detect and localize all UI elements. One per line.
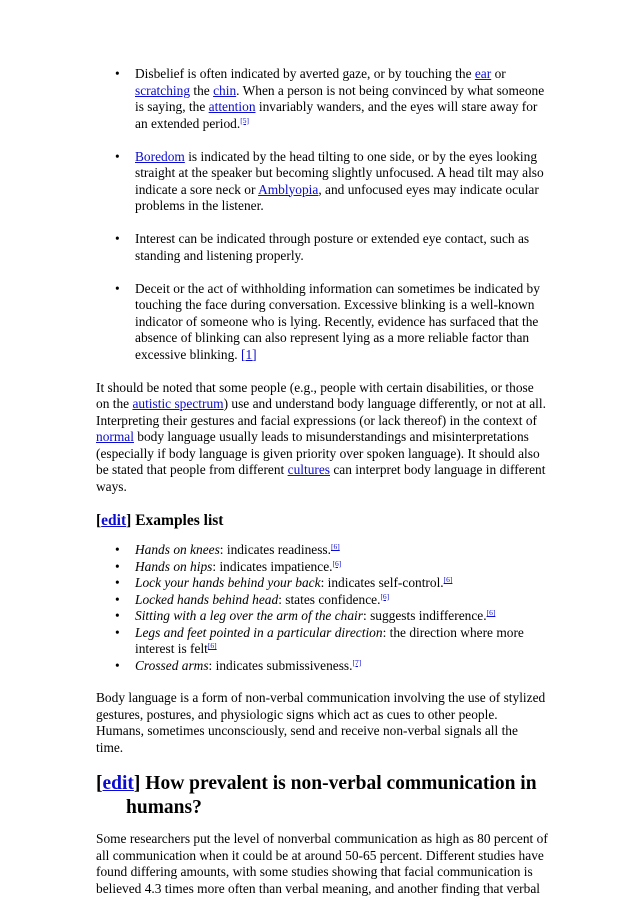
bullet-glyph: •: [115, 231, 120, 246]
citation-link-6[interactable]: [6]: [380, 591, 390, 601]
link-amblyopia[interactable]: Amblyopia: [258, 181, 319, 197]
link-scratching[interactable]: scratching: [135, 82, 191, 98]
bullet-glyph: •: [115, 608, 120, 623]
link-chin[interactable]: chin: [213, 82, 237, 98]
list-text: the: [190, 82, 214, 98]
link-autistic-spectrum[interactable]: autistic spectrum: [132, 396, 224, 411]
example-desc: : the direction where more interest is felt: [135, 624, 524, 656]
list-text: or: [491, 66, 506, 81]
bullet-glyph: •: [115, 591, 120, 607]
bullet-glyph: •: [115, 624, 120, 640]
section-heading-examples: [96, 511, 548, 530]
link-boredom[interactable]: Boredom: [135, 148, 185, 164]
citation-link-5[interactable]: [5]: [240, 115, 249, 125]
list-text: is indicated by the head tilting to one side, or by the eyes looking straight at the speaker but becoming slightly unfocused. A head tilt may also indicate a sore neck or: [135, 148, 544, 197]
examples-list: [96, 542, 548, 674]
section-heading-prevalence: [96, 772, 548, 820]
example-term: Crossed arms: [135, 657, 209, 673]
bullet-glyph: •: [115, 280, 120, 296]
paragraph-body-language: Body language is a form of non-verbal communication involving the use of stylized gestures, postures, and physiologic signs which act as cues to other people. Humans, sometimes unconsciously, send and receive non-verbal signals all the time.: [96, 690, 546, 755]
example-term: Hands on hips: [135, 558, 213, 574]
paragraph-text: body language usually leads to misunderstandings and misinterpretations (especially if body language is given priority over spoken language). It should also be stated that people from different: [96, 429, 540, 477]
bullet-glyph: •: [115, 657, 120, 673]
bracket: ]: [126, 512, 132, 529]
bullet-glyph: •: [115, 66, 120, 81]
heading-title: Examples list: [131, 512, 224, 529]
citation-link-7[interactable]: [7]: [352, 657, 362, 667]
bracket: [: [96, 512, 102, 529]
bullet-glyph: •: [115, 148, 120, 164]
list-item: [96, 608, 548, 625]
list-item: [96, 625, 548, 658]
bullet-glyph: •: [115, 575, 120, 590]
list-item: [96, 658, 548, 675]
list-text: . When a person is not being convinced by what someone is saying, the: [135, 82, 545, 114]
bullet-glyph: •: [115, 542, 120, 557]
citation-link-6[interactable]: [6]: [332, 558, 342, 568]
example-term: Legs and feet pointed in a particular direction: [135, 624, 383, 640]
list-item: [96, 559, 548, 576]
heading-title: How prevalent is non-verbal communication in humans?: [126, 773, 537, 818]
edit-link-prevalence[interactable]: edit: [102, 773, 134, 794]
paragraph-prevalence: Some researchers put the level of nonverbal communication as high as 80 percent of all communication when it could be at around 50-65 percent. Different studies have found differing amounts, with some studies showing that facial communication is believed 4.3 times more often than verbal meaning, and another finding that verbal: [96, 831, 548, 896]
example-desc: : indicates readiness.: [219, 542, 331, 557]
example-desc: : indicates self-control.: [320, 575, 444, 590]
list-item-interest: [96, 231, 548, 264]
list-text: Deceit or the act of withholding information can sometimes be indicated by touching the face during conversation. Excessive blinking is a well-known indicator of someone who is lying. Recently, evidence has surfaced that the absence of blinking can also represent lying as a more reliable factor than excessive blinking.: [135, 280, 540, 362]
article-body: [96, 66, 548, 913]
paragraph-text: can interpret body language in different ways.: [96, 462, 546, 494]
list-text: Disbelief is often indicated by averted gaze, or by touching the: [135, 66, 475, 81]
paragraph-text: ) use and understand body language differently, or not at all. Interpreting their gestures and facial expressions (or lack thereof) in the context of: [96, 396, 546, 428]
list-item: [96, 592, 548, 609]
paragraph-disabilities: [96, 380, 548, 496]
paragraph-text: It should be noted that some people (e.g., people with certain disabilities, or those on the: [96, 379, 534, 411]
link-attention[interactable]: attention: [208, 99, 256, 114]
list-item-disbelief: [96, 66, 548, 132]
example-desc: : suggests indifference.: [363, 608, 487, 623]
example-term: Lock your hands behind your back: [135, 575, 321, 590]
list-item-deceit: [96, 281, 548, 364]
citation-link-6[interactable]: [6]: [330, 542, 340, 551]
list-text: Interest can be indicated through posture or extended eye contact, such as standing and listening properly.: [135, 231, 530, 263]
link-ear[interactable]: ear: [474, 66, 492, 81]
example-term: Sitting with a leg over the arm of the chair: [135, 608, 363, 623]
example-desc: : indicates impatience.: [212, 558, 333, 574]
edit-link-examples[interactable]: edit: [101, 512, 127, 529]
link-normal[interactable]: normal: [96, 429, 134, 444]
bullet-glyph: •: [115, 558, 120, 574]
body-language-bullet-list: [96, 66, 548, 363]
list-item-boredom: [96, 149, 548, 215]
link-cultures[interactable]: cultures: [287, 462, 331, 477]
example-term: Locked hands behind head: [135, 591, 279, 607]
list-text: , and unfocused eyes may indicate ocular problems in the listener.: [135, 181, 539, 213]
bracket: ]: [133, 773, 141, 794]
citation-link-1[interactable]: [1]: [241, 346, 257, 362]
citation-link-6[interactable]: [6]: [486, 608, 496, 617]
list-item: [96, 542, 548, 559]
example-term: Hands on knees: [135, 542, 220, 557]
list-item: [96, 575, 548, 592]
list-text: invariably wanders, and the eyes will stare away for an extended period.: [135, 99, 538, 131]
example-desc: : indicates submissiveness.: [208, 657, 353, 673]
citation-link-6[interactable]: [6]: [443, 575, 453, 584]
citation-link-6[interactable]: [6]: [207, 641, 217, 650]
example-desc: : states confidence.: [278, 591, 381, 607]
bracket: [: [96, 773, 103, 794]
